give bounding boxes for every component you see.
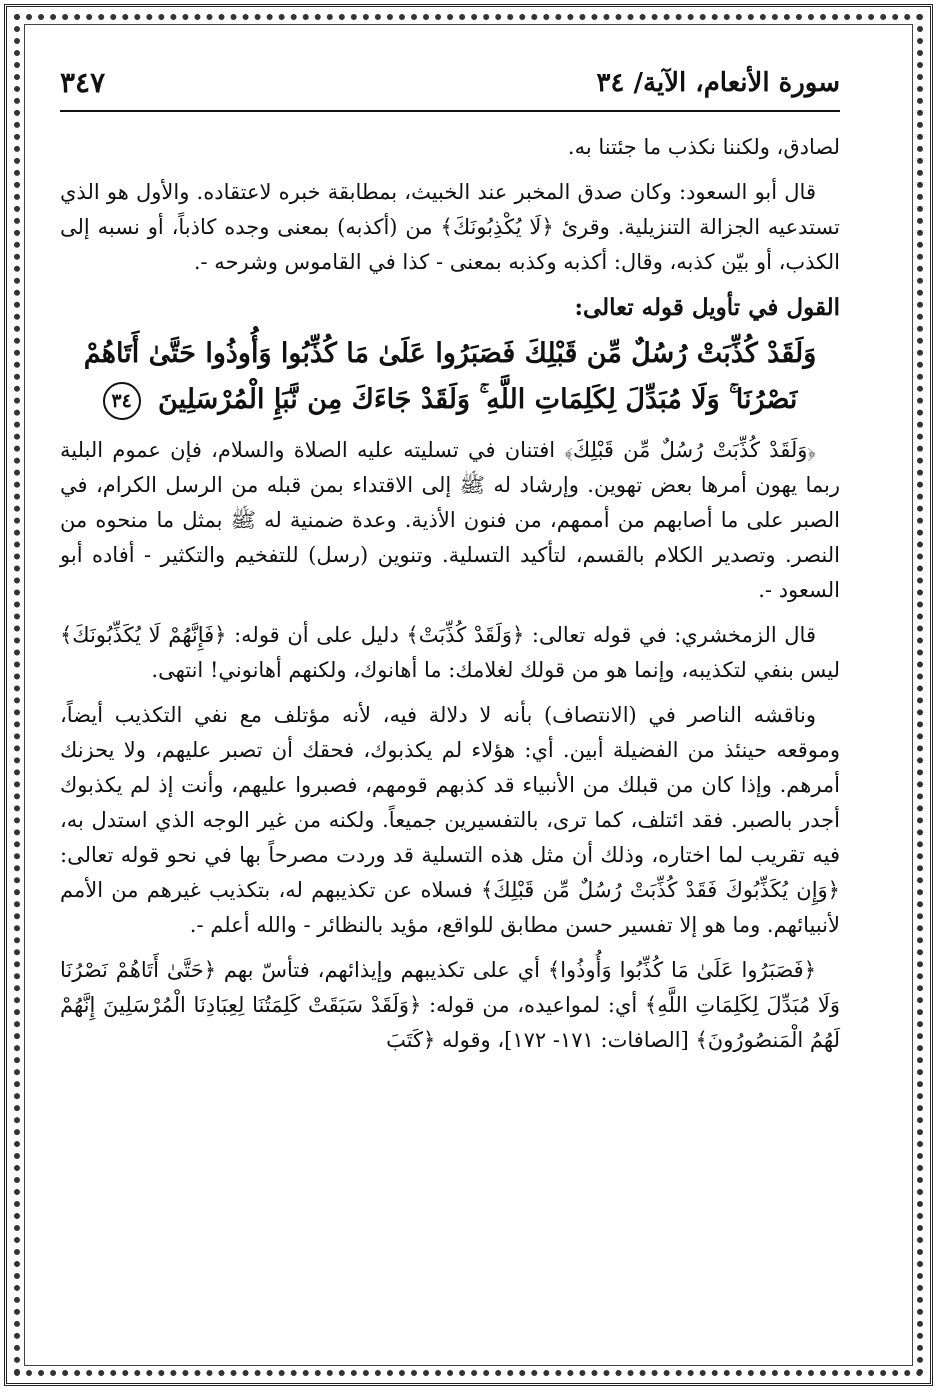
paragraph: قال الزمخشري: في قوله تعالى: ﴿وَلَقَدْ كُذِّبَتْ﴾ دليل على أن قوله: ﴿فَإِنَّهُمْ لَا يُكَذِّبُونَكَ﴾ ليس بنفي لتكذيبه، وإنما هو من قولك لغلامك: ما أهانوك، ولكنهم أهانوني! انتهى.: [60, 623, 840, 682]
paragraph: وناقشه الناصر في (الانتصاف) بأنه لا دلالة فيه، لأنه مؤتلف مع نفي التكذيب أيضاً، وموقعه حينئذ من الفضيلة أبين. أي: هؤلاء لم يكذبوك، فحقك أن تصبر عليهم، ولا يحزنك أمرهم. وإذا كان من قبلك من الأنبياء قد كذبهم قومهم، فصبروا عليهم، وأنت إذ لم يكذبوك أجدر بالصبر. فقد ائتلف، كما ترى، بالتفسيرين جميعاً. ولكنه من غير الوجه الذي استدل به، فيه تقريب لما اختاره، وذلك أن مثل هذه التسلية قد وردت مصرحاً بها في نحو قوله تعالى: ﴿وَإِن يُكَذِّبُوكَ فَقَدْ كُذِّبَتْ رُسُلٌ مِّن قَبْلِكَ﴾ فسلاه عن تكذيبهم له، بتكذيب غيرهم من الأمم لأنبيائهم. وما هو إلا تفسير حسن مطابق للواقع، مؤيد بالنظائر - والله أعلم -.: [60, 703, 840, 937]
section-heading: القول في تأويل قوله تعالى:: [574, 294, 840, 321]
quran-verse: [60, 331, 840, 423]
book-page: [60, 62, 840, 1312]
paragraph: لصادق، ولكننا نكذب ما جئتنا به.: [567, 135, 840, 159]
verse-number-icon: ٣٤: [103, 382, 141, 420]
running-title: سورة الأنعام، الآية/ ٣٤: [596, 68, 840, 98]
page-header: [60, 62, 840, 112]
page-number: ٣٤٧: [60, 66, 106, 99]
page-body: [60, 130, 840, 1058]
paragraph: ﴿فَصَبَرُوا عَلَىٰ مَا كُذِّبُوا وَأُوذُوا﴾ أي على تكذيبهم وإيذائهم، فتأسّ بهم ﴿حَتَّىٰ أَتَاهُمْ نَصْرُنَا وَلَا مُبَدِّلَ لِكَلِمَاتِ اللَّهِ﴾ أي: لمواعيده، من قوله: ﴿وَلَقَدْ سَبَقَتْ كَلِمَتُنَا لِعِبَادِنَا الْمُرْسَلِينَ إِنَّهُمْ لَهُمُ الْمَنصُورُونَ﴾ [الصافات: ١٧١- ١٧٢]، وقوله ﴿كَتَبَ: [60, 958, 840, 1052]
paragraph: ﴿وَلَقَدْ كُذِّبَتْ رُسُلٌ مِّن قَبْلِكَ﴾ افتنان في تسليته عليه الصلاة والسلام، فإن عموم البلية ربما يهون أمرها بعض تهوين. وإرشاد له ﷺ إلى الاقتداء بمن قبله من الرسل الكرام، في الصبر على ما أصابهم من أممهم، من فنون الأذية. وعدة ضمنية له ﷺ بمثل ما منحوه من النصر. وتصدير الكلام بالقسم، لتأكيد التسلية. وتنوين (رسل) للتفخيم والتكثير - أفاده أبو السعود -.: [60, 438, 840, 602]
verse-text: وَلَقَدْ كُذِّبَتْ رُسُلٌ مِّن قَبْلِكَ فَصَبَرُوا عَلَىٰ مَا كُذِّبُوا وَأُوذُوا حَتَّىٰ أَتَاهُمْ نَصْرُنَا ۚ وَلَا مُبَدِّلَ لِكَلِمَاتِ اللَّهِ ۚ وَلَقَدْ جَاءَكَ مِن نَّبَإِ الْمُرْسَلِينَ: [83, 338, 817, 415]
paragraph: قال أبو السعود: وكان صدق المخبر عند الخبيث، بمطابقة خبره لاعتقاده. والأول هو الذي تستدعيه الجزالة التنزيلية. وقرئ ﴿لَا يُكْذِبُونَكَ﴾ من (أكذبه) بمعنى وجده كاذباً، أو نسبه إلى الكذب، أو بيّن كذبه، وقال: أكذبه وكذبه بمعنى - كذا في القاموس وشرحه -.: [60, 180, 840, 274]
